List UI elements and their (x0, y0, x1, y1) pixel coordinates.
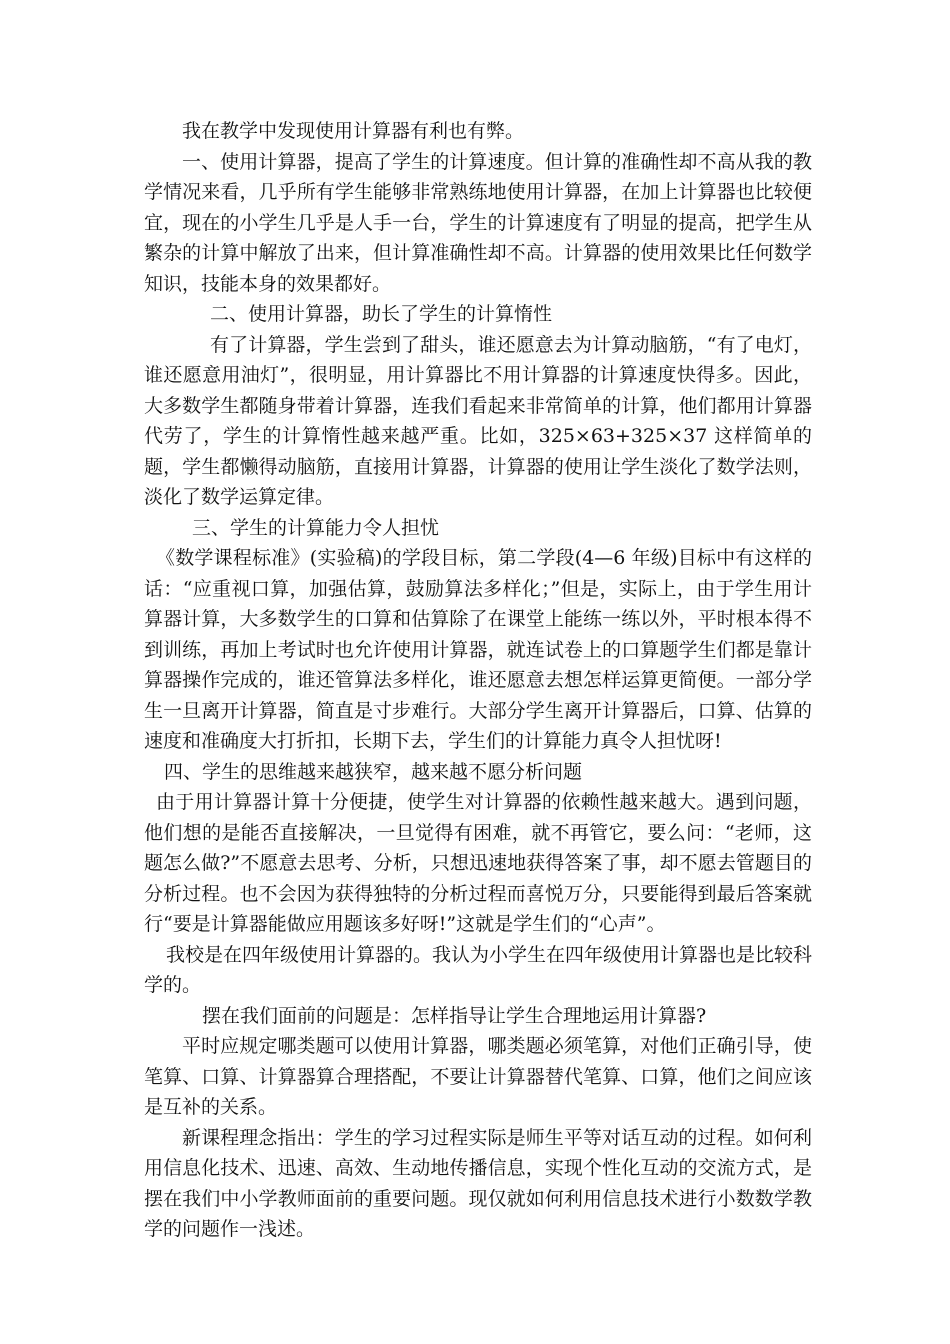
paragraph-point-three: 《数学课程标准》(实验稿)的学段目标，第二学段(4—6 年级)目标中有这样的话：“应重视口算，加强估算，鼓励算法多样化；”但是，实际上，由于学生用计算器计算，大多数学生的口算和估算除了在课堂上能练一练以外，平时根本得不到训练，再加上考试时也允许使用计算器，就连试卷上的口算题学生们都是靠计算器操作完成的，谁还管算法多样化，谁还愿意去想怎样运算更简便。一部分学生一旦离开计算器，简直是寸步难行。大部分学生离开计算器后，口算、估算的速度和准确度大打折扣，长期下去，学生们的计算能力真令人担忧呀! (144, 547, 812, 752)
heading-point-two: 二、使用计算器，助长了学生的计算惰性 (210, 303, 553, 325)
paragraph-point-four: 由于用计算器计算十分便捷，使学生对计算器的依赖性越来越大。遇到问题，他们想的是能否直接解决，一旦觉得有困难，就不再管它，要么问：“老师，这题怎么做?”不愿意去思考、分析，只想迅速地获得答案了事，却不愿去管题目的分析过程。也不会因为获得独特的分析过程而喜悦万分，只要能得到最后答案就行“要是计算器能做应用题该多好呀!”这就是学生们的“心声”。 (144, 791, 812, 935)
paragraph-grade-four: 我校是在四年级使用计算器的。我认为小学生在四年级使用计算器也是比较科学的。 (144, 943, 813, 996)
document-body (144, 116, 812, 1245)
paragraph-new-curriculum: 新课程理念指出：学生的学习过程实际是师生平等对话互动的过程。如何利用信息化技术、迅速、高效、生动地传播信息，实现个性化互动的交流方式，是摆在我们中小学教师面前的重要问题。现仅就如何利用信息技术进行小数数学教学的问题作一浅述。 (144, 1126, 812, 1240)
paragraph-question: 摆在我们面前的问题是：怎样指导让学生合理地运用计算器? (202, 1004, 707, 1027)
paragraph-intro: 我在教学中发现使用计算器有利也有弊。 (182, 120, 525, 142)
heading-point-three: 三、学生的计算能力令人担忧 (192, 516, 440, 539)
paragraph-point-one: 一、使用计算器，提高了学生的计算速度。但计算的准确性却不高从我的教学情况来看，几乎所有学生能够非常熟练地使用计算器，在加上计算器也比较便宜，现在的小学生几乎是人手一台，学生的计算速度有了明显的提高，把学生从繁杂的计算中解放了出来，但计算准确性却不高。计算器的使用效果比任何数学知识，技能本身的效果都好。 (144, 150, 812, 295)
paragraph-guidance: 平时应规定哪类题可以使用计算器，哪类题必须笔算，对他们正确引导，使笔算、口算、计算器算合理搭配，不要让计算器替代笔算、口算，他们之间应该是互补的关系。 (144, 1035, 812, 1118)
heading-point-four: 四、学生的思维越来越狭窄，越来越不愿分析问题 (164, 760, 583, 783)
paragraph-point-two: 有了计算器，学生尝到了甜头，谁还愿意去为计算动脑筋，“有了电灯，谁还愿意用油灯”，很明显，用计算器比不用计算器的计算速度快得多。因此，大多数学生都随身带着计算器，连我们看起来非常简单的计算，他们都用计算器代劳了，学生的计算惰性越来越严重。比如，325×63+325×37 这样简单的题，学生都懒得动脑筋，直接用计算器，计算器的使用让学生淡化了数学法则，淡化了数学运算定律。 (144, 333, 812, 508)
